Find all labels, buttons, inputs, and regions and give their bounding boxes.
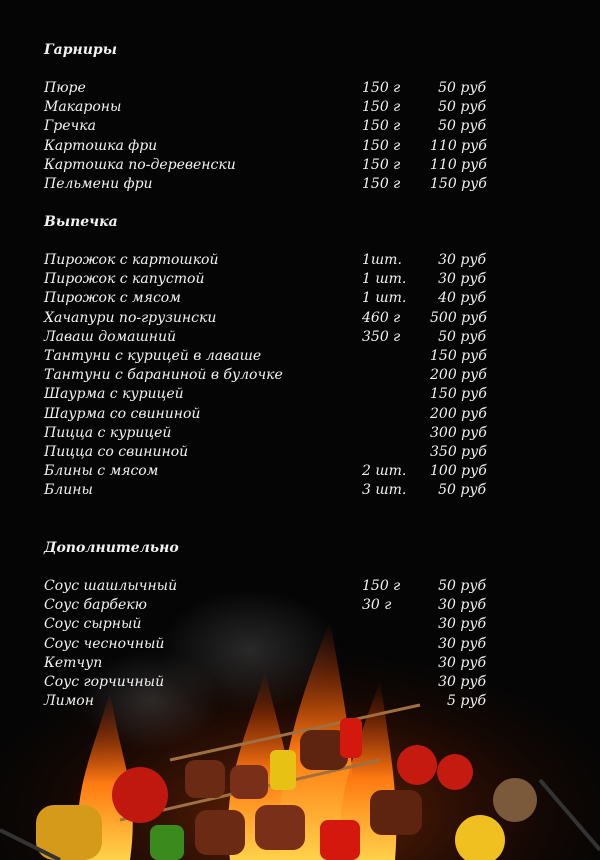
menu-item (0, 118, 600, 137)
item-quantity: 150 г (362, 99, 401, 116)
menu-item (0, 463, 600, 482)
item-name: Шаурма с курицей (44, 386, 184, 403)
menu-item (0, 597, 600, 616)
item-name: Макароны (44, 99, 122, 116)
item-name: Пирожок с капустой (44, 271, 205, 288)
item-name: Лаваш домашний (44, 328, 177, 345)
menu-item (0, 80, 600, 99)
item-name: Лимон (44, 693, 94, 710)
item-quantity: 350 г (362, 328, 401, 345)
menu-item (0, 329, 600, 348)
item-price: 30 руб (438, 635, 486, 652)
section-title: Выпечка (44, 214, 118, 230)
item-name: Пельмени фри (44, 176, 153, 192)
item-price: 150 руб (430, 386, 487, 403)
item-name: Тантуни с бараниной в булочке (44, 367, 283, 384)
item-name: Пицца с курицей (44, 424, 172, 441)
item-name: Шаурма со свининой (44, 405, 201, 422)
item-quantity: 3 шт. (362, 482, 407, 499)
menu-item (0, 157, 600, 176)
item-name: Картошка фри (44, 137, 158, 154)
item-price: 100 руб (430, 463, 487, 480)
item-quantity: 150 г (362, 137, 401, 154)
item-price: 50 руб (438, 328, 486, 345)
item-quantity: 150 г (362, 80, 401, 96)
item-price: 350 руб (430, 444, 487, 460)
item-price: 30 руб (438, 271, 486, 288)
item-name: Соус шашлычный (44, 578, 178, 594)
item-price: 110 руб (430, 156, 487, 173)
item-name: Пирожок с картошкой (44, 252, 219, 268)
item-name: Соус чесночный (44, 635, 165, 652)
item-price: 50 руб (438, 118, 486, 135)
item-price: 30 руб (438, 597, 486, 614)
item-quantity: 1 шт. (362, 271, 407, 288)
item-price: 300 руб (430, 424, 487, 441)
item-quantity: 1 шт. (362, 290, 407, 307)
menu-item (0, 425, 600, 444)
menu-item (0, 290, 600, 309)
menu-item (0, 578, 600, 597)
item-quantity: 150 г (362, 578, 401, 594)
item-name: Соус барбекю (44, 597, 147, 614)
item-quantity: 460 г (362, 309, 401, 326)
menu-item (0, 367, 600, 386)
item-name: Блины с мясом (44, 463, 159, 480)
item-quantity: 30 г (362, 597, 392, 614)
menu-item (0, 252, 600, 271)
menu-item (0, 482, 600, 501)
item-name: Кетчуп (44, 654, 103, 671)
item-price: 30 руб (438, 616, 486, 633)
section-title: Гарниры (44, 42, 117, 58)
item-price: 150 руб (430, 348, 487, 364)
item-name: Пирожок с мясом (44, 290, 181, 307)
item-quantity: 150 г (362, 118, 401, 135)
menu-item (0, 674, 600, 693)
menu-item (0, 348, 600, 367)
menu-item (0, 616, 600, 635)
item-name: Картошка по-деревенски (44, 156, 236, 173)
item-name: Хачапури по-грузински (44, 309, 217, 326)
item-price: 500 руб (430, 309, 487, 326)
menu-item (0, 444, 600, 463)
item-name: Соус сырный (44, 616, 142, 633)
item-name: Пицца со свининой (44, 444, 189, 460)
menu-item (0, 99, 600, 118)
item-price: 50 руб (438, 482, 486, 499)
item-price: 50 руб (438, 578, 486, 594)
item-price: 150 руб (430, 176, 487, 192)
item-name: Блины (44, 482, 93, 499)
item-name: Пюре (44, 80, 86, 96)
menu-item (0, 636, 600, 655)
item-quantity: 150 г (362, 156, 401, 173)
item-name: Соус горчичный (44, 674, 165, 690)
item-price: 30 руб (438, 252, 486, 268)
menu-item (0, 655, 600, 674)
menu-item (0, 176, 600, 195)
item-price: 200 руб (430, 405, 487, 422)
item-quantity: 1шт. (362, 252, 402, 268)
menu-item (0, 310, 600, 329)
item-name: Гречка (44, 118, 96, 135)
item-price: 5 руб (447, 693, 486, 710)
section-title: Дополнительно (44, 540, 179, 556)
item-quantity: 2 шт. (362, 463, 407, 480)
item-price: 30 руб (438, 674, 486, 690)
menu-item (0, 406, 600, 425)
item-price: 30 руб (438, 654, 486, 671)
item-price: 110 руб (430, 137, 487, 154)
menu-item (0, 271, 600, 290)
item-name: Тантуни с курицей в лаваше (44, 348, 262, 364)
item-quantity: 150 г (362, 176, 401, 192)
menu-item (0, 693, 600, 712)
item-price: 40 руб (438, 290, 486, 307)
item-price: 50 руб (438, 80, 486, 96)
item-price: 200 руб (430, 367, 487, 384)
item-price: 50 руб (438, 99, 486, 116)
menu-item (0, 386, 600, 405)
menu-item (0, 138, 600, 157)
